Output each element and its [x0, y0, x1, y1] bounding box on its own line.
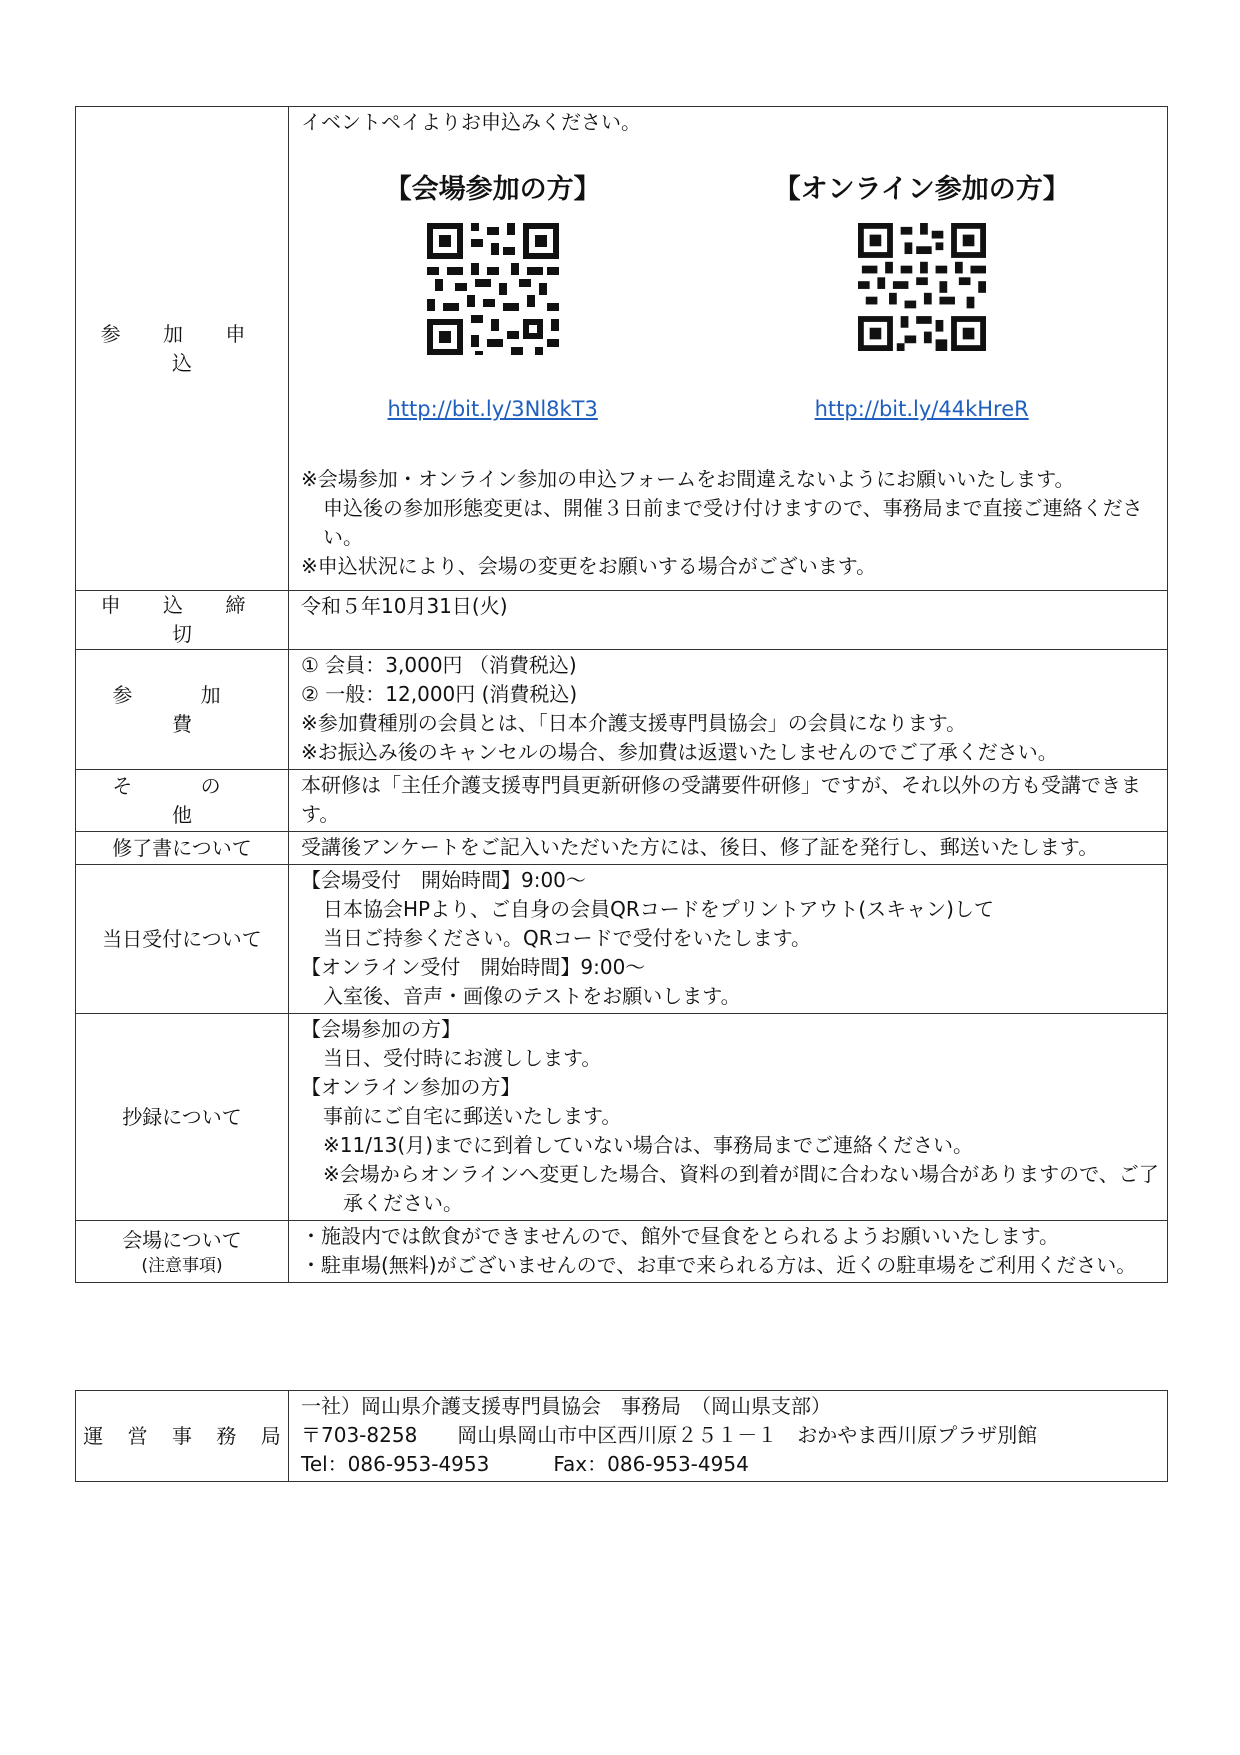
office-address: 〒703-8258 岡山県岡山市中区西川原２５１－１ おかやま西川原プラザ別館 [301, 1423, 1038, 1447]
row-application [76, 107, 1168, 591]
row-certificate [76, 832, 1168, 865]
fee-line: ② 一般：12,000円 (消費税込) [301, 682, 578, 706]
row-reception [76, 865, 1168, 1014]
office-org: 一社）岡山県介護支援専門員協会 事務局 （岡山県支部） [301, 1394, 831, 1418]
row-deadline [76, 591, 1168, 650]
abstract-online-line: 事前にご自宅に郵送いたします。 [323, 1104, 622, 1128]
application-intro: イベントペイよりお申込みください。 [301, 110, 641, 134]
abstract-note-1: ※11/13(月)までに到着していない場合は、事務局までご連絡ください。 [323, 1133, 973, 1157]
reception-online-line: 入室後、音声・画像のテストをお願いします。 [323, 984, 741, 1008]
reception-venue-heading: 【会場受付 開始時間】9:00～ [301, 868, 586, 892]
venue-heading: 【会場参加の方】 [384, 174, 601, 205]
certificate-text: 受講後アンケートをご記入いただいた方には、後日、修了証を発行し、郵送いたします。 [289, 832, 1168, 865]
reception-body [289, 865, 1168, 1014]
label-other: そ の 他 [76, 770, 289, 832]
label-abstract: 抄録について [76, 1014, 289, 1221]
label-deadline: 申 込 締 切 [76, 591, 289, 650]
office-table [75, 1390, 1168, 1482]
row-abstract [76, 1014, 1168, 1221]
label-venue-notes: 会場について (注意事項) [76, 1221, 289, 1283]
fee-line: ① 会員：3,000円 （消費税込) [301, 653, 577, 677]
application-note-1: ※会場参加・オンライン参加の申込フォームをお間違えないようにお願いいたします。 [301, 467, 1075, 491]
venue-note-item: ・施設内では飲食ができませんので、館外で昼食をとられるようお願いいたします。 [301, 1224, 1059, 1248]
other-text: 本研修は「主任介護支援専門員更新研修の受講要件研修」ですが、それ以外の方も受講できます。 [289, 770, 1168, 832]
abstract-online-heading: 【オンライン参加の方】 [301, 1075, 521, 1099]
label-certificate: 修了書について [76, 832, 289, 865]
venue-notes-body [289, 1221, 1168, 1283]
row-other [76, 770, 1168, 832]
office-tel: Tel：086-953-4953 [301, 1452, 490, 1476]
abstract-venue-line: 当日、受付時にお渡しします。 [323, 1046, 602, 1070]
deadline-value: 令和５年10月31日(火) [289, 591, 1168, 650]
reception-online-heading: 【オンライン受付 開始時間】9:00～ [301, 955, 646, 979]
reception-venue-line: 当日ご持参ください。QRコードで受付をいたします。 [323, 926, 812, 950]
office-fax: Fax：086-953-4954 [553, 1452, 749, 1476]
fee-body [289, 650, 1168, 770]
row-office [76, 1391, 1168, 1482]
venue-url-link[interactable]: http://bit.ly/3Nl8kT3 [387, 397, 598, 421]
abstract-note-2: ※会場からオンラインへ変更した場合、資料の到着が間に合わない場合がありますので、ご了承ください。 [323, 1162, 1159, 1215]
online-qr-code-icon[interactable] [858, 223, 986, 351]
fee-line: ※参加費種別の会員とは、「日本介護支援専門員協会」の会員になります。 [301, 711, 967, 735]
venue-qr-code-icon[interactable] [427, 223, 559, 355]
reception-venue-line: 日本協会HPより、ご自身の会員QRコードをプリントアウト(スキャン)して [323, 897, 994, 921]
office-contact [301, 1450, 1159, 1479]
application-note-2: 申込後の参加形態変更は、開催３日前まで受け付けますので、事務局まで直接ご連絡ください。 [323, 496, 1143, 549]
label-application: 参 加 申 込 [76, 107, 289, 591]
qr-block [301, 173, 1159, 445]
row-fee [76, 650, 1168, 770]
label-reception: 当日受付について [76, 865, 289, 1014]
abstract-body [289, 1014, 1168, 1221]
online-url-link[interactable]: http://bit.ly/44kHreR [814, 397, 1029, 421]
application-note-3: ※申込状況により、会場の変更をお願いする場合がございます。 [301, 554, 877, 578]
fee-line: ※お振込み後のキャンセルの場合、参加費は返還いたしませんのでご了承ください。 [301, 740, 1058, 764]
venue-note-item: ・駐車場(無料)がございませんので、お車で来られる方は、近くの駐車場をご利用ください。 [301, 1253, 1137, 1277]
online-qr-column [684, 173, 1159, 445]
online-heading: 【オンライン参加の方】 [773, 174, 1070, 205]
label-office: 運 営 事 務 局 [76, 1391, 289, 1482]
label-fee: 参 加 費 [76, 650, 289, 770]
label-venue-notes-sub: (注意事項) [141, 1256, 223, 1276]
office-body [289, 1391, 1168, 1482]
row-venue-notes [76, 1221, 1168, 1283]
application-body [289, 107, 1168, 591]
info-table [75, 106, 1168, 1283]
venue-qr-column [301, 173, 684, 445]
abstract-venue-heading: 【会場参加の方】 [301, 1017, 461, 1041]
